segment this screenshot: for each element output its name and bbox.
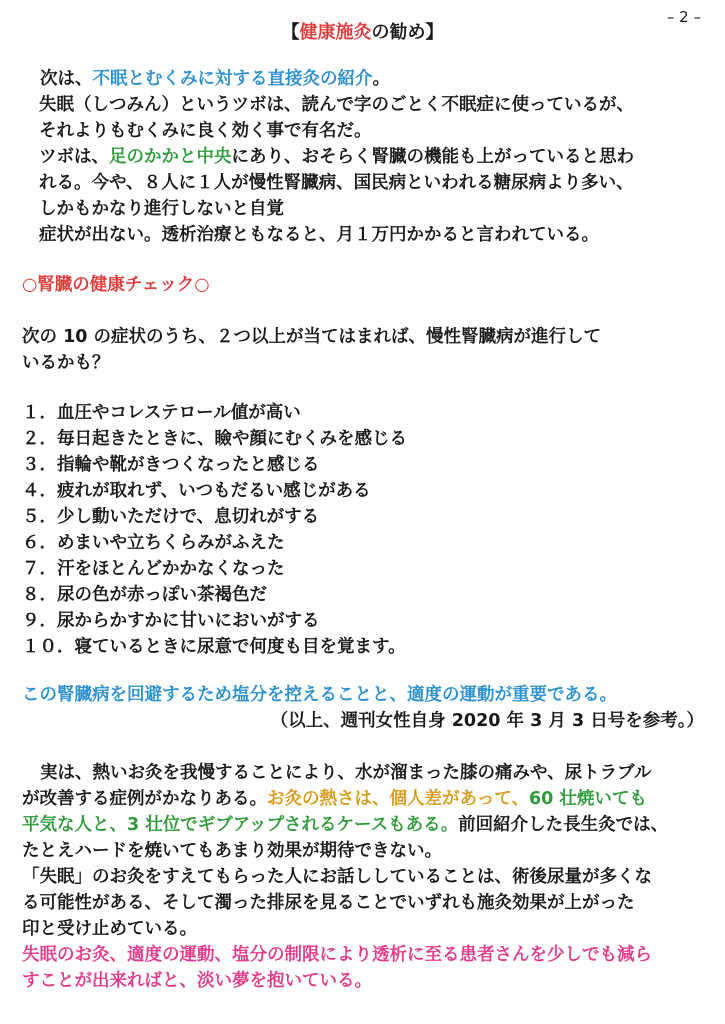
title-rest: の勧め】 [371, 22, 444, 43]
list-item: ２．毎日起きたときに、瞼や顔にむくみを感じる [22, 429, 407, 449]
list-item: １．血圧やコレステロール値が高い [22, 403, 301, 423]
list-item: ７．汗をほとんどかかなくなった [22, 559, 285, 579]
intro-line-3: それよりもむくみに良く効く事で有名だ。 [39, 121, 372, 141]
list-item: １０．寝ているときに尿意で何度も目を覚ます。 [22, 637, 406, 657]
body-line: 印と受け止めている。 [22, 919, 197, 939]
intro-line-2: 失眠（しつみん）というツボは、読んで字のごとく不眠症に使っているが、 [39, 95, 634, 115]
body-text: 前回紹介した長生灸では、 [458, 815, 669, 835]
page-title [0, 18, 725, 44]
body-line [22, 812, 712, 838]
cone-highlight: 平気な人と、3 壮位でギブアップされるケースもある。 [22, 815, 459, 835]
intro-line-1 [22, 66, 712, 92]
intro-paragraph [22, 66, 712, 248]
intro-line-6: しかもかなり進行しないと自覚 [39, 199, 284, 219]
body-line: たとえハードを焼いてもあまり効果が期待できない。 [22, 841, 442, 861]
intro-line-7: 症状が出ない。透析治療ともなると、月１万円かかると言われている。 [39, 225, 599, 245]
body-text: が改善する症例がかなりある。 [22, 789, 267, 809]
body-paragraphs [22, 760, 712, 994]
conclusion [22, 682, 712, 734]
page-number: – 2 – [666, 8, 701, 26]
intro-line-5: れる。今や、８人に１人が慢性腎臓病、国民病といわれる糖尿病より多い、 [39, 173, 634, 193]
avoid-note: この腎臓病を回避するため塩分を控えることと、適度の運動が重要である。 [22, 685, 617, 705]
body-line: る可能性がある、そして濁った排尿を見ることでいずれも施灸効果が上がった [22, 893, 635, 913]
heat-highlight: お灸の熱さは、個人差があって、 [267, 789, 529, 809]
acupoint-highlight: 足のかかと中央 [109, 147, 232, 167]
intro-text: 次は、 [40, 69, 93, 89]
intro-text: 。 [372, 69, 390, 89]
symptom-list [22, 400, 712, 660]
list-item: ８．尿の色が赤っぽい茶褐色だ [22, 585, 267, 605]
source-note: （以上、週刊女性自身 2020 年 3 月 3 日号を参考。） [270, 711, 704, 731]
list-item: ９．尿からかすかに甘いにおいがする [22, 611, 320, 631]
list-item: ３．指輪や靴がきつくなったと感じる [22, 455, 320, 475]
body-line: 実は、熱いお灸を我慢することにより、水が溜まった膝の痛みや、尿トラブル [40, 763, 652, 783]
closing-line: 失眠のお灸、適度の運動、塩分の制限により透析に至る患者さんを少しでも減ら [22, 945, 652, 965]
intro-text: にあり、おそらく腎臓の機能も上がっていると思わ [231, 147, 634, 167]
check-heading: ○腎臓の健康チェック○ [22, 275, 210, 295]
check-intro [22, 324, 712, 376]
closing-line: すことが出来ればと、淡い夢を抱いている。 [22, 971, 372, 991]
intro-highlight: 不眠とむくみに対する直接灸の紹介 [92, 69, 373, 89]
list-item: ４．疲れが取れず、いつもだるい感じがある [22, 481, 371, 501]
check-intro-line-2: いるかも？ [22, 353, 110, 373]
cone-highlight: 60 壮焼いても [528, 789, 647, 809]
intro-line-4 [22, 144, 712, 170]
body-line: 「失眠」のお灸をすえてもらった人にお話ししていることは、術後尿量が多くな [22, 867, 652, 887]
title-bracket-open: 【 [281, 22, 300, 43]
check-intro-line-1: 次の 10 の症状のうち、２つ以上が当てはまれば、慢性腎臓病が進行して [22, 327, 602, 347]
body-line [22, 786, 712, 812]
title-highlight: 健康施灸 [299, 22, 372, 43]
list-item: ６．めまいや立ちくらみがふえた [22, 533, 285, 553]
intro-text: ツボは、 [39, 147, 109, 167]
list-item: ５．少し動いただけで、息切れがする [22, 507, 320, 527]
